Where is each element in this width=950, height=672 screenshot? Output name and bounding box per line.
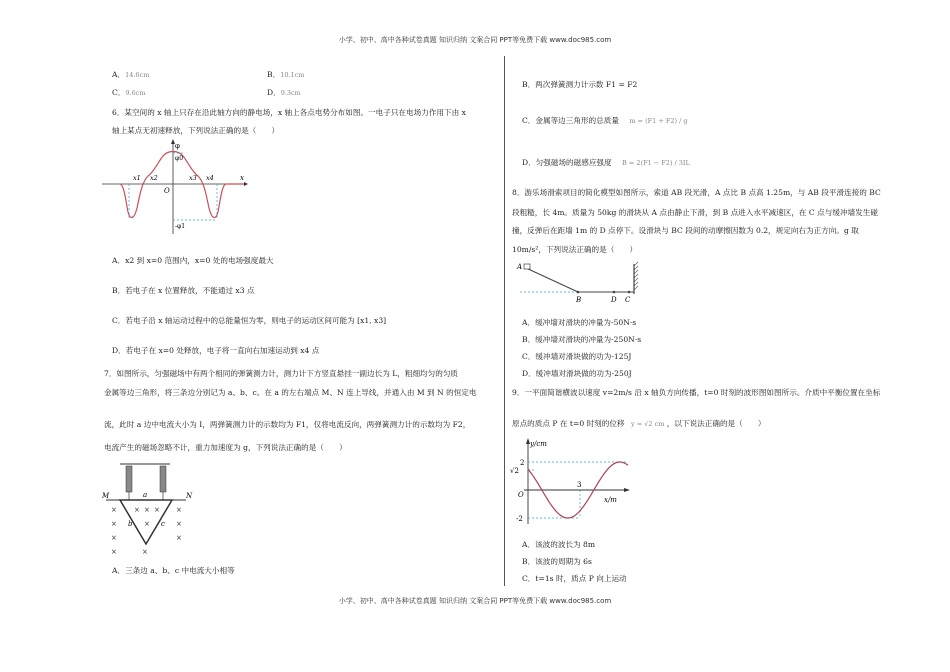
phi-label: φ [175, 142, 180, 150]
q8-option-d[interactable]: D．缓冲墙对滑块做的功为-250J [522, 369, 632, 378]
wave-graph [504, 436, 632, 528]
q6-stem-line2: 轴上某点无初速释放，下列说法正确的是（ ） [112, 126, 280, 135]
q8-stem-line2: 段粗糙，长 4m。质量为 50kg 的滑块从 A 点由静止下滑，到 B 点进入水平减速区，在 C 点与缓冲墙发生碰 [512, 208, 878, 217]
q8-option-b[interactable]: B．缓冲墙对滑块的冲量为-250N·s [522, 335, 642, 344]
q5-option-d[interactable] [267, 88, 301, 97]
spring-scale-right [160, 466, 166, 492]
x-tick-3: 3 [577, 481, 582, 489]
option-label: B． [267, 70, 281, 79]
q9-option-c[interactable]: C．t=1s 时，质点 P 向上运动 [522, 574, 627, 583]
label-a: A [517, 263, 523, 271]
cross: × [154, 506, 160, 514]
q7-stem-line3: 流，此时 a 边中电流大小为 I，两弹簧测力计的示数均为 F1，仅将电流反向，两弹簧测力计的示数均为 F2， [104, 420, 471, 429]
q8-stem-line1: 8．游乐场滑索项目的简化模型如图所示，索道 AB 段光滑，A 点比 B 点高 1.25m，与 AB 段平滑连接的 BC [512, 188, 881, 197]
q7-option-c[interactable] [522, 116, 688, 125]
q8-option-a[interactable]: A．缓冲墙对滑块的冲量为-50N·s [522, 318, 637, 327]
q5-option-c[interactable] [112, 88, 146, 97]
label-b: b [128, 520, 133, 528]
y-tick-sqrt2: √2 [510, 467, 519, 475]
slider-block [524, 264, 530, 269]
phi0-label: φ0 [175, 155, 184, 162]
cross: × [111, 506, 117, 514]
q6-option-a[interactable]: A．x2 到 x=0 范围内，x=0 处的电场强度最大 [112, 256, 274, 265]
option-value: 10.1cm [280, 71, 305, 79]
origin-label: O [518, 491, 524, 499]
q7-stem-line1: 7．如图所示，匀强磁场中有两个相同的弹簧测力计，测力计下方竖直悬挂一副边长为 L，粗细均匀的匀质 [104, 369, 459, 378]
label-n: N [186, 492, 193, 500]
q7-option-b[interactable]: B．两次弹簧测力计示数 F1 = F2 [522, 80, 638, 89]
q8-option-c[interactable]: C．缓冲墙对滑块做的功为-125J [522, 352, 632, 361]
page-header: 小学、初中、高中各种试卷真题 知识归纳 文案合同 PPT等免费下载 www.doc985.com [338, 36, 612, 44]
y-tick-neg2: -2 [516, 515, 523, 523]
y-label: y/cm [530, 440, 547, 448]
stem-text: 原点的质点 P 在 t=0 时刻的位移 [512, 419, 625, 428]
spring-scale-left [126, 466, 132, 492]
option-value: 14.6cm [125, 71, 150, 79]
cross: × [111, 548, 117, 556]
slide-figure [516, 260, 646, 304]
option-value: 9.6cm [125, 89, 146, 97]
cross: × [144, 506, 150, 514]
label-c: c [161, 520, 165, 528]
field-crosses [111, 506, 182, 556]
q9-option-a[interactable]: A．该波的波长为 8m [522, 540, 596, 549]
x-arrow [624, 488, 630, 492]
potential-graph [100, 138, 250, 238]
q7-stem-line2: 金属等边三角形，将三条边分别记为 a、b、c。在 a 的左右端点 M、N 连上导线，并通入由 M 到 N 的恒定电 [104, 388, 477, 397]
stem-formula: y = √2 cm [630, 420, 665, 428]
option-value: 9.3cm [280, 89, 301, 97]
cross: × [144, 520, 150, 528]
q9-stem-line2 [512, 419, 766, 428]
option-formula: m = (F1 + F2) / g [629, 117, 688, 125]
magnetic-field-figure [98, 462, 198, 558]
x-label: x/m [604, 496, 617, 504]
x3-label: x3 [189, 174, 197, 182]
q8-stem-line4: 10m/s²，下列说法正确的是（ ） [512, 245, 638, 254]
x1-label: x1 [133, 174, 141, 182]
point-d [613, 291, 616, 294]
label-m: M [102, 492, 110, 500]
option-label: D． [267, 88, 281, 97]
label-a: a [143, 491, 148, 499]
x-arrow [244, 182, 248, 186]
q7-option-a[interactable]: A．三条边 a、b、c 中电流大小相等 [112, 566, 235, 575]
page-footer: 小学、初中、高中各种试卷真题 知识归纳 文案合同 PPT等免费下载 www.doc985.com [338, 597, 612, 605]
label-d: D [611, 296, 617, 304]
phi1-label: -φ1 [175, 223, 186, 230]
q6-option-b[interactable]: B．若电子在 x 位置释放，不能通过 x3 点 [112, 286, 255, 295]
q8-stem-line3: 撞，反弹后在距墙 1m 的 D 点停下。设滑块与 BC 段间的动摩擦因数为 0.2，规定向右为正方向。g 取 [512, 226, 859, 235]
point-c [628, 291, 631, 294]
cross: × [176, 520, 182, 528]
q6-stem-line1: 6．某空间的 x 轴上只存在沿此轴方向的静电场，x 轴上各点电势分布如图。一电子只在电场力作用下由 x [112, 108, 466, 117]
q7-stem-line4: 电流产生的磁场忽略不计，重力加速度为 g，下列说法正确的是（ ） [104, 443, 347, 452]
cross: × [111, 534, 117, 542]
option-label: A． [112, 70, 126, 79]
cross: × [176, 534, 182, 542]
q9-stem-line1: 9．一平面简谐横波以速度 v=2m/s 沿 x 轴负方向传播，t=0 时刻的波形图如图所示。介质中平衡位置在坐标 [512, 388, 881, 397]
stem-text-end: ，以下说法正确的是（ ） [666, 419, 766, 428]
cable-ab [526, 268, 578, 292]
origin-label: O [164, 187, 170, 195]
q6-option-d[interactable]: D．若电子在 x=0 处释放，电子将一直向右加速运动到 x4 点 [112, 346, 320, 355]
option-formula: B = 2(F1 − F2) / 3IL [622, 159, 690, 167]
option-text: D．匀强磁场的磁感应强度 [522, 158, 612, 167]
cross: × [134, 506, 140, 514]
cross: × [176, 506, 182, 514]
cross: × [142, 548, 148, 556]
y-tick-2: 2 [520, 459, 525, 467]
option-text: C．金属等边三角形的总质量 [522, 116, 619, 125]
option-label: C． [112, 88, 126, 97]
q5-option-a[interactable] [112, 70, 149, 79]
label-c: C [625, 296, 631, 304]
label-b: B [576, 296, 582, 304]
x4-label: x4 [206, 174, 214, 182]
q6-option-c[interactable]: C．若电子沿 x 轴运动过程中的总能量恒为零，则电子的运动区间可能为 [x1, x3] [112, 316, 387, 325]
cross: × [111, 520, 117, 528]
q9-option-b[interactable]: B．该波的周期为 6s [522, 557, 592, 566]
q7-option-d[interactable] [522, 158, 690, 167]
x-label: x [240, 174, 244, 182]
point-b [577, 291, 580, 294]
q5-option-b[interactable] [267, 70, 304, 79]
x2-label: x2 [150, 174, 158, 182]
